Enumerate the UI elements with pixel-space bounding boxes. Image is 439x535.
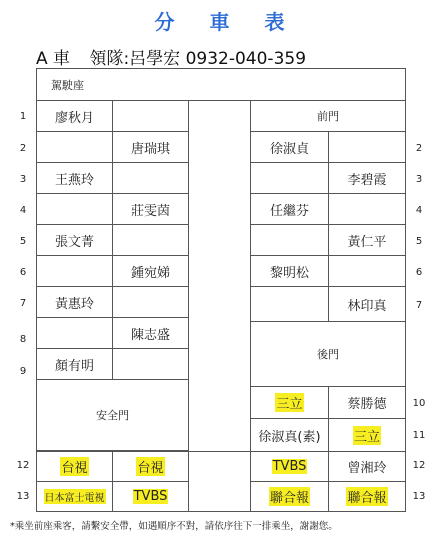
seat-8b: 陳志盛 [112,317,189,349]
row-number-right-10: 10 [412,398,426,409]
seat-12a [36,451,113,482]
row-number-right-3: 3 [415,174,423,185]
row-number-left-6: 6 [19,267,27,278]
row-number-left-3: 3 [19,174,27,185]
seat-5c [250,224,329,256]
row-number-right-6: 6 [415,267,423,278]
rear-door [250,321,406,387]
seat-5a: 張文菁 [36,224,113,256]
seat-9a: 顏有明 [36,348,113,380]
row-number-left-2: 2 [19,143,27,154]
bus-header [36,44,306,69]
seat-5b [112,224,189,256]
row-number-left-8: 8 [19,334,27,345]
row-number-left-7: 7 [19,298,27,309]
driver-row [36,68,406,101]
row-number-right-12: 12 [412,460,426,471]
seat-13b-label: TVBS [133,489,168,504]
seat-1b [112,100,189,132]
seat-6b: 鍾宛娣 [112,255,189,287]
aisle [188,100,251,452]
row-number-right-4: 4 [415,205,423,216]
seat-2c: 徐淑貞 [250,131,329,163]
driver-seat-label: 駕駛座 [51,78,84,92]
seat-2b: 唐瑞琪 [112,131,189,163]
seat-13b [112,481,189,512]
leader-info: 領隊:呂學宏 0932-040-359 [89,49,307,69]
back-aisle [188,451,251,512]
seat-12a-label: 台視 [60,457,88,476]
seat-12d: 曾湘玲 [328,451,406,482]
seat-13a-label: 日本富士電視 [44,489,106,504]
front-door-label: 前門 [317,110,339,123]
seat-11c: 徐淑真(素) [250,418,329,452]
rear-door-label: 後門 [317,348,339,361]
row-number-right-2: 2 [415,143,423,154]
seat-12c-label: TVBS [272,459,307,474]
seat-13a [36,481,113,512]
front-door [250,100,406,132]
seat-4d [328,193,406,225]
seat-3c [250,162,329,194]
footnote: *乘坐前座乘客，請繫安全帶，如遇順序不對，請依序往下一排乘坐，謝謝您。 [10,521,338,532]
row-number-left-12: 12 [16,460,30,471]
page-title: 分 車 表 [154,10,299,34]
seat-6d [328,255,406,287]
seat-10d: 蔡勝德 [328,386,406,419]
seat-13c-label: 聯合報 [269,487,310,506]
seat-7c [250,286,329,322]
seat-2d [328,131,406,163]
seat-7a: 黃惠玲 [36,286,113,318]
safety-door [36,379,189,451]
seat-7b [112,286,189,318]
seat-3a: 王燕玲 [36,162,113,194]
row-number-right-13: 13 [412,491,426,502]
row-number-right-11: 11 [412,430,426,441]
seat-2a [36,131,113,163]
seat-6c: 黎明松 [250,255,329,287]
seat-7d: 林印真 [328,286,406,322]
seat-11d [328,418,406,452]
seat-10c [250,386,329,419]
row-number-left-13: 13 [16,491,30,502]
seat-12b [112,451,189,482]
row-number-right-5: 5 [415,236,423,247]
seat-3b [112,162,189,194]
seat-9b [112,348,189,380]
seat-5d: 黃仁平 [328,224,406,256]
row-number-left-4: 4 [19,205,27,216]
seat-10c-label: 三立 [275,393,303,412]
bus-label: A 車 [36,49,71,69]
seat-6a [36,255,113,287]
seat-12b-label: 台視 [136,457,164,476]
seat-4b: 莊雯茵 [112,193,189,225]
seat-8a [36,317,113,349]
row-number-left-5: 5 [19,236,27,247]
seat-11d-label: 三立 [353,426,381,445]
safety-door-label: 安全門 [96,409,129,422]
seat-12c [250,451,329,482]
row-number-right-7: 7 [415,300,423,311]
seat-4c: 任繼芬 [250,193,329,225]
seat-1a: 廖秋月 [36,100,113,132]
seat-chart [36,68,406,512]
row-number-left-9: 9 [19,366,27,377]
seat-4a [36,193,113,225]
seat-13d-label: 聯合報 [346,487,387,506]
row-number-left-1: 1 [19,111,27,122]
seat-3d: 李碧霞 [328,162,406,194]
seat-13c [250,481,329,512]
seat-13d [328,481,406,512]
